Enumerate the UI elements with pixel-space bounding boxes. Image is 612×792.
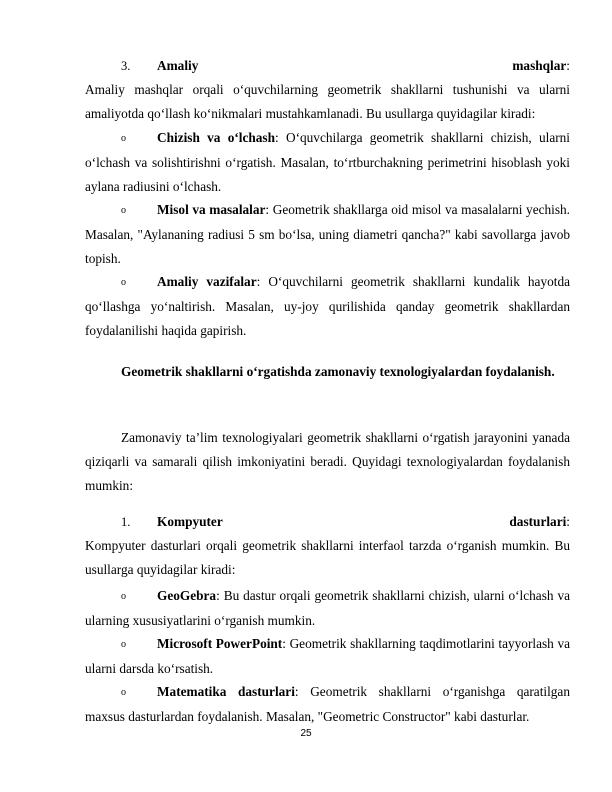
bullet-marker: o	[121, 687, 126, 698]
section-1-colon: :	[566, 514, 570, 529]
bullet-item	[85, 198, 570, 271]
bullet-marker: o	[121, 639, 126, 650]
bullet-item	[85, 270, 570, 343]
section-heading: Geometrik shakllarni o‘rgatishda zamonaviy texnologiyalardan foydalanish.	[121, 364, 555, 379]
page-number: 25	[300, 728, 312, 739]
section-3-colon: :	[566, 58, 570, 73]
bullet-term: Amaliy vazifalar	[157, 274, 257, 289]
section-1-number: 1.	[121, 515, 131, 529]
bullet-item	[85, 632, 570, 681]
bullet-marker: o	[121, 277, 126, 288]
section-1-text: Kompyuter dasturlari orqali geometrik shakllarni interfaol tarzda o‘rganish mumkin. Bu usullarga quyidagilar kiradi:	[85, 538, 570, 577]
section-1-title-right: dasturlari	[509, 514, 567, 529]
bullet-text: : Geometrik shakllarni o‘rganishga qaratilgan maxsus dasturlardan foydalanish. Masalan, "Geometric Constructor" kabi dasturlar.	[85, 684, 570, 724]
section-3	[85, 54, 570, 126]
section-3-number: 3.	[121, 59, 131, 73]
bullet-marker: o	[121, 591, 126, 602]
bullet-text: : O‘quvchilarga geometrik shakllarni chizish, ularni o‘lchash va solishtirishni o‘rgatish. Masalan, to‘rtburchakning perimetrini hisoblash yoki aylana radiusini o‘lchash.	[85, 130, 570, 194]
bullet-marker: o	[121, 205, 126, 216]
section-1-title-line	[85, 510, 570, 534]
bullet-term: Chizish va o‘lchash	[157, 130, 275, 145]
intro-paragraph: Zamonaviy ta’lim texnologiyalari geometrik shakllarni o‘rgatish jarayonini yanada qiziqarli va samarali qilish imkoniyatini beradi. Quyidagi texnologiyalardan foydalanish mumkin:	[85, 430, 570, 493]
section-3-text: Amaliy mashqlar orqali o‘quvchilarning geometrik shakllarni tushunishi va ularni amaliyotda qo‘llash ko‘nikmalari mustahkamlanadi. Bu usullarga quyidagilar kiradi:	[85, 82, 570, 121]
bullet-item	[85, 584, 570, 633]
bullet-term: GeoGebra	[157, 588, 217, 603]
bullet-item	[85, 126, 570, 199]
bullet-term: Microsoft PowerPoint	[157, 636, 283, 651]
bullet-marker: o	[121, 133, 126, 144]
section-3-title-right: mashqlar	[512, 58, 567, 73]
section-1-title-left: Kompyuter	[157, 514, 223, 529]
section-3-title-left: Amaliy	[157, 58, 199, 73]
bullet-text: : Bu dastur orqali geometrik shakllarni chizish, ularni o‘lchash va ularning xususiyatlarini o‘rganish mumkin.	[85, 588, 570, 628]
bullet-item	[85, 680, 570, 729]
bullet-term: Misol va masalalar	[157, 202, 266, 217]
bullet-text: : Geometrik shakllarga oid misol va masalalarni yechish. Masalan, "Aylananing radiusi 5 sm bo‘lsa, uning diametri qancha?" kabi savollarga javob topish.	[85, 202, 570, 266]
section-3-title-line	[85, 54, 570, 78]
bullet-text: : Geometrik shakllarning taqdimotlarini tayyorlash va ularni darsda ko‘rsatish.	[85, 636, 570, 676]
bullet-term: Matematika dasturlari	[157, 684, 295, 699]
bullet-text: : O‘quvchilarni geometrik shakllarni kundalik hayotda qo‘llashga yo‘naltirish. Masalan, uy-joy qurilishida qanday geometrik shakllardan foydalanilishi haqida gapirish.	[85, 274, 570, 338]
section-1	[85, 510, 570, 582]
